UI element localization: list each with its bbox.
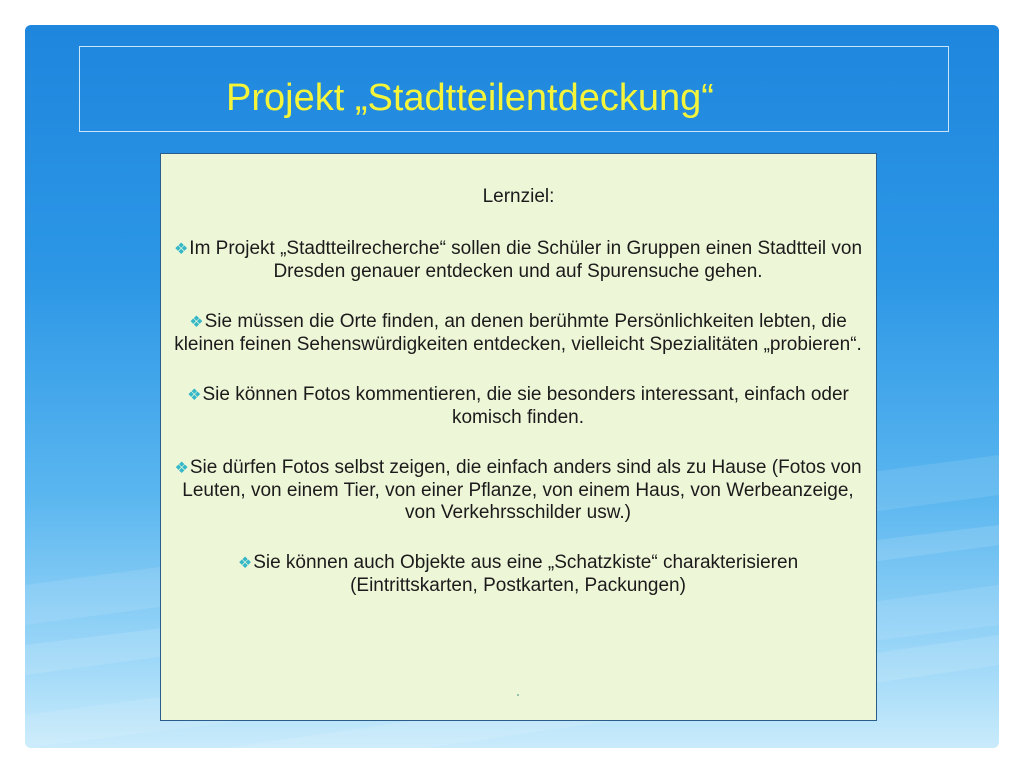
bullet-item <box>173 384 863 429</box>
diamond-bullet-icon: ❖ <box>174 460 189 477</box>
decorative-dot <box>517 694 519 696</box>
bullet-item <box>173 552 863 597</box>
bullet-text: Sie können auch Objekte aus eine „Schatzkiste“ charakterisieren (Eintrittskarten, Postkarten, Packungen) <box>253 552 799 596</box>
diamond-bullet-icon: ❖ <box>237 555 253 572</box>
bullet-text: Sie müssen die Orte finden, an denen berühmte Persönlichkeiten lebten, die kleinen feinen Sehenswürdigkeiten entdecken, vielleicht Spezialitäten „probieren“. <box>174 311 862 355</box>
slide-title: Projekt „Stadtteilentdeckung“ <box>226 77 714 119</box>
bullet-item <box>173 238 863 283</box>
bullet-text: Im Projekt „Stadtteilrecherche“ sollen die Schüler in Gruppen einen Stadtteil von Dresden genauer entdecken und auf Spurensuche gehen. <box>189 238 863 282</box>
bullet-text: Sie können Fotos kommentieren, die sie besonders interessant, einfach oder komisch finden. <box>202 384 849 428</box>
bullet-item <box>173 311 863 356</box>
slide <box>25 25 999 748</box>
content-heading: Lernziel: <box>482 186 555 207</box>
diamond-bullet-icon: ❖ <box>187 387 202 404</box>
content-box <box>160 153 877 721</box>
bullet-list <box>173 238 863 625</box>
diamond-bullet-icon: ❖ <box>173 241 189 258</box>
diamond-bullet-icon: ❖ <box>189 314 204 331</box>
bullet-text: Sie dürfen Fotos selbst zeigen, die einfach anders sind als zu Hause (Fotos von Leuten, von einem Tier, von einer Pflanze, von einem Haus, von Werbeanzeige, von Verkehrsschilder usw.) <box>182 457 862 523</box>
bullet-item <box>173 457 863 524</box>
